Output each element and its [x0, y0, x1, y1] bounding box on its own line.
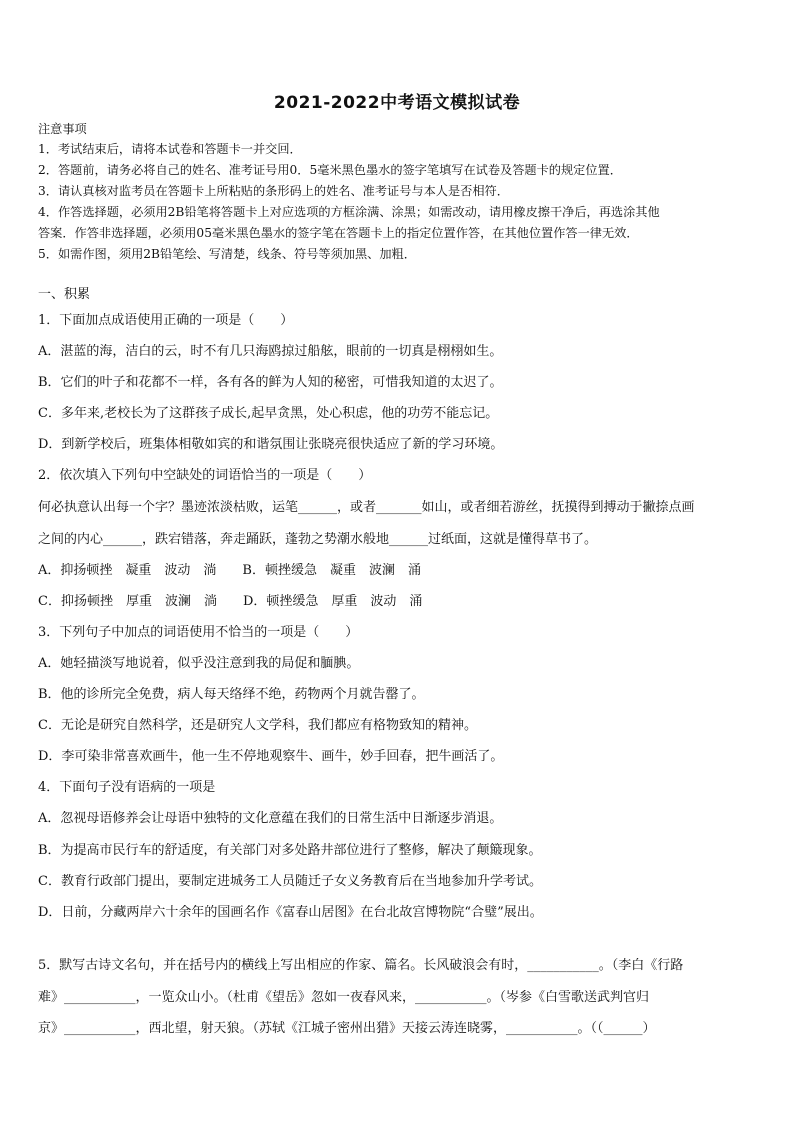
- question-passage: 京》___________，西北望，射天狼。（苏轼《江城子密州出猎》天接云涛连晓雾，___________。（（______）: [38, 1021, 656, 1036]
- page-title: 2021-2022中考语文模拟试卷: [273, 93, 521, 113]
- notice-item: 1．考试结束后，请将本试卷和答题卡一并交回．: [38, 142, 302, 156]
- answer-option: A．她轻描淡写地说着，似乎没注意到我的局促和腼腆。: [38, 656, 360, 671]
- answer-option: C．抑扬顿挫 厚重 波澜 淌 D．顿挫缓急 厚重 波动 涌: [38, 594, 423, 609]
- answer-option: C．无论是研究自然科学，还是研究人文学科，我们都应有格物致知的精神。: [38, 718, 477, 733]
- answer-option: A．抑扬顿挫 凝重 波动 淌 B．顿挫缓急 凝重 波澜 涌: [38, 563, 421, 578]
- answer-option: D．日前，分藏两岸六十余年的国画名作《富春山居图》在台北故宫博物院“合璧”展出。: [38, 905, 543, 920]
- section-heading: 一、积累: [38, 287, 91, 302]
- question-stem: 1．下面加点成语使用正确的一项是（ ）: [38, 313, 294, 328]
- question-passage: 之间的内心______，跌宕错落，奔走踊跃，蓬勃之势潮水般地______过纸面，这就是懂得草书了。: [38, 532, 598, 547]
- question-stem: 2．依次填入下列句中空缺处的词语恰当的一项是（ ）: [38, 468, 372, 483]
- question-stem: 4．下面句子没有语病的一项是: [38, 780, 216, 795]
- question-stem: 3．下列句子中加点的词语使用不恰当的一项是（ ）: [38, 625, 359, 640]
- notice-item: 5．如需作图，须用2B铅笔绘、写清楚，线条、符号等须加黑、加粗．: [38, 247, 416, 261]
- notice-item: 3．请认真核对监考员在答题卡上所粘贴的条形码上的姓名、准考证号与本人是否相符．: [38, 184, 509, 198]
- question-passage: 难》___________，一览众山小。（杜甫《望岳》忽如一夜春风来，___________。（岑参《白雪歌送武判官归: [38, 990, 650, 1005]
- notice-item: 2．答题前，请务必将自己的姓名、准考证号用0．5毫米黑色墨水的签字笔填写在试卷及答题卡的规定位置．: [38, 163, 622, 177]
- question-passage: 5．默写古诗文名句，并在括号内的横线上写出相应的作家、篇名。长风破浪会有时，___________。（李白《行路: [38, 958, 684, 973]
- answer-option: B．它们的叶子和花都不一样，各有各的鲜为人知的秘密，可惜我知道的太迟了。: [38, 375, 503, 390]
- notice-heading: 注意事项: [38, 122, 87, 136]
- answer-option: D．李可染非常喜欢画牛，他一生不停地观察牛、画牛，妙手回春，把牛画活了。: [38, 749, 504, 764]
- notice-item: 4．作答选择题，必须用2B铅笔将答题卡上对应选项的方框涂满、涂黑；如需改动，请用橡皮擦干净后，再选涂其他: [38, 205, 660, 219]
- answer-option: B．为提高市民行车的舒适度，有关部门对多处路井部位进行了整修，解决了颠簸现象。: [38, 843, 542, 858]
- answer-option: A．湛蓝的海，洁白的云，时不有几只海鸥掠过船舷，眼前的一切真是栩栩如生。: [38, 344, 503, 359]
- answer-option: D．到新学校后，班集体相敬如宾的和谐氛围让张晓亮很快适应了新的学习环境。: [38, 437, 504, 452]
- answer-option: B．他的诊所完全免费，病人每天络绎不绝，药物两个月就告罄了。: [38, 687, 425, 702]
- notice-item: 答案．作答非选择题，必须用05毫米黑色墨水的签字笔在答题卡上的指定位置作答，在其他位置作答一律无效．: [38, 226, 639, 240]
- answer-option: C．教育行政部门提出，要制定进城务工人员随迁子女义务教育后在当地参加升学考试。: [38, 874, 542, 889]
- answer-option: C．多年来,老校长为了这群孩子成长,起早贪黑，处心积虑，他的功劳不能忘记。: [38, 406, 499, 421]
- answer-option: A．忽视母语修养会让母语中独特的文化意蕴在我们的日常生活中日渐逐步消退。: [38, 811, 503, 826]
- question-passage: 何必执意认出每一个字？墨迹浓淡枯败，运笔______，或者_______如山，或者细若游丝，抚摸得到搏动于撇捺点画: [38, 500, 695, 515]
